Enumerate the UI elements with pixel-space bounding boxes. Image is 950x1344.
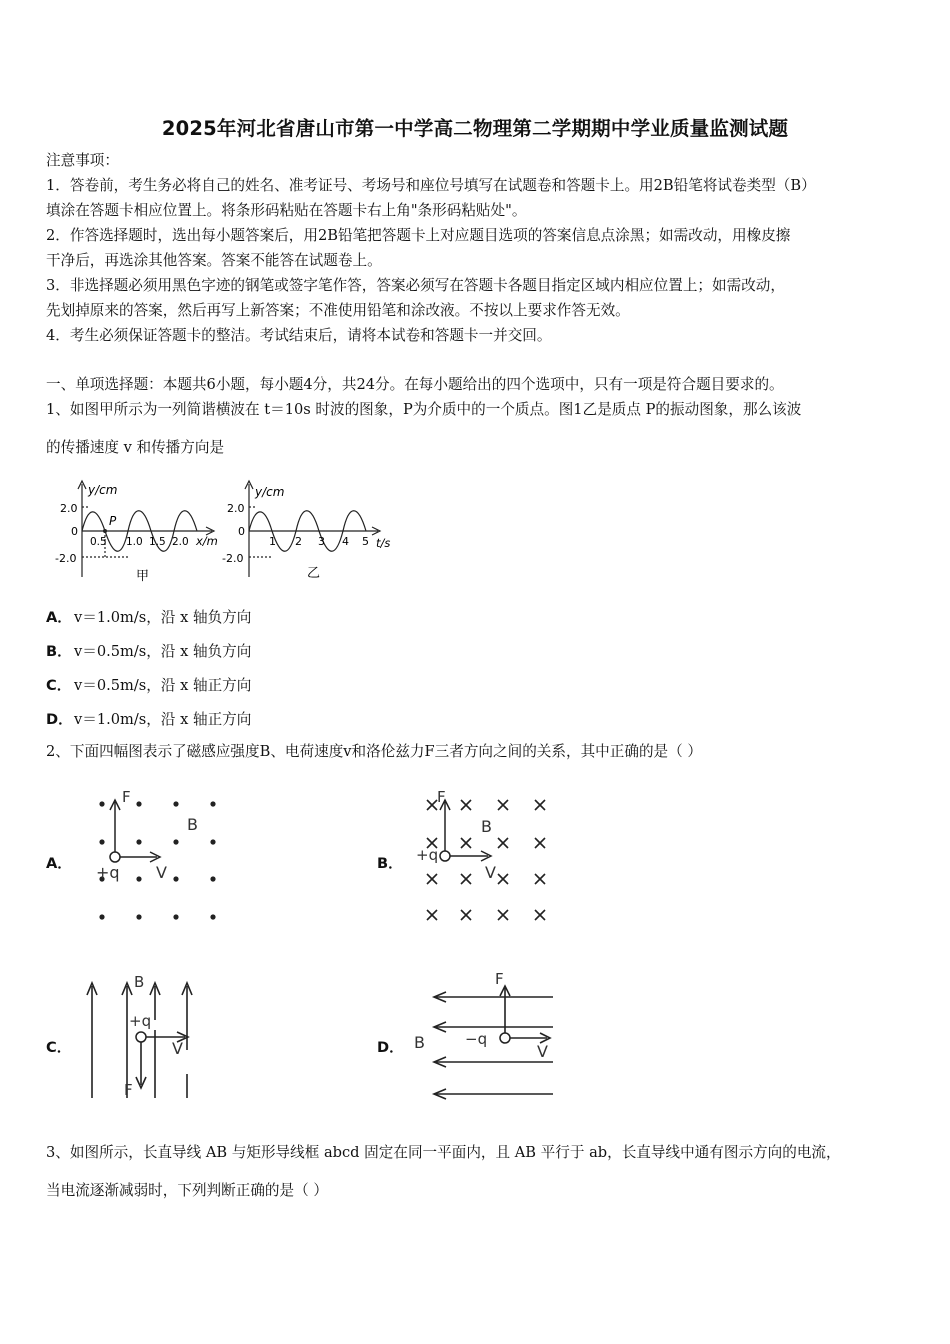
charge-label: +q [416,846,439,864]
charge-label: +q [129,1012,152,1030]
option-text: v＝1.0m/s，沿 x 轴正方向 [74,711,252,728]
force-label: F [495,970,504,988]
q1-option-a[interactable] [46,606,251,627]
notice-line: 1．答卷前，考生务必将自己的姓名、准考证号、考场号和座位号填写在试题卷和答题卡上。用2B铅笔将试卷类型（B） [46,177,816,194]
y-tick: -2.0 [222,552,244,565]
x-tick: 5 [362,535,369,548]
q2-figure-c [80,972,210,1102]
y-tick: 2.0 [60,502,78,515]
q1-stem-line2: 的传播速度 v 和传播方向是 [46,439,225,456]
y-tick: 0 [71,525,78,538]
q1-option-d[interactable] [46,708,251,729]
q2-option-a[interactable]: A． [46,855,72,872]
velocity-label: V [537,1042,548,1061]
notice-line: 4．考生必须保证答题卡的整洁。考试结束后，请将本试卷和答题卡一并交回。 [46,327,552,344]
y-tick: 0 [238,525,245,538]
vibration-graph-yi [222,478,402,581]
caption-jia: 甲 [136,569,150,584]
point-p-marker [103,529,107,533]
x-tick: 4 [342,535,349,548]
section-heading: 一、单项选择题：本题共6小题，每小题4分，共24分。在每小题给出的四个选项中，只有一项是符合题目要求的。 [46,376,784,393]
q2-figure-a [90,785,230,925]
q3-stem-line2: 当电流逐渐减弱时，下列判断正确的是（ ） [46,1182,328,1199]
notice-line: 3．非选择题必须用黑色字迹的钢笔或签字笔作答，答案必须写在答题卡各题目指定区域内相应位置上；如需改动， [46,277,785,294]
y-tick: -2.0 [55,552,77,565]
option-label: B． [46,643,72,660]
notice-line: 先划掉原来的答案，然后再写上新答案；不准使用铅笔和涂改液。不按以上要求作答无效。 [46,302,630,319]
q1-option-b[interactable] [46,640,251,661]
option-label: C． [46,677,72,694]
notice-heading: 注意事项： [46,152,119,169]
q1-option-c[interactable] [46,674,251,695]
option-label: D． [46,711,73,728]
field-label: B [134,973,145,991]
page-title: 2025年河北省唐山市第一中学高二物理第二学期期中学业质量监测试题 [161,117,789,140]
field-label: B [187,815,198,834]
point-p-label: P [109,514,117,528]
force-label: F [122,788,131,806]
q2-option-d[interactable]: D． [377,1039,404,1056]
y-axis-label: y/cm [255,485,285,499]
notice-line: 填涂在答题卡相应位置上。将条形码粘贴在答题卡右上角"条形码粘贴处"。 [46,202,527,219]
notice-line: 干净后，再选涂其他答案。答案不能答在试题卷上。 [46,252,382,269]
charge-label: +q [96,863,120,882]
q3-stem-line1: 3、如图所示，长直导线 AB 与矩形导线框 abcd 固定在同一平面内，且 AB 平行于 ab，长直导线中通有图示方向的电流， [46,1144,841,1161]
velocity-label: V [172,1039,183,1058]
x-tick: 1 [269,535,276,548]
q2-option-b[interactable]: B． [377,855,403,872]
option-label: A． [46,609,72,626]
q2-figure-d [410,965,560,1105]
field-label: B [481,817,492,836]
caption-yi: 乙 [307,566,321,581]
x-tick: 0.5 [90,536,107,548]
option-text: v＝0.5m/s，沿 x 轴负方向 [74,643,252,660]
wave-graph-jia [52,478,232,584]
charge-label: −q [465,1030,488,1048]
q1-stem-line1: 1、如图甲所示为一列简谐横波在 t＝10s 时波的图象，P为介质中的一个质点。图1乙是质点 P的振动图象，那么该波 [46,401,802,418]
x-tick: 2 [295,535,302,548]
force-label: F [124,1081,133,1099]
field-label: B [414,1033,425,1052]
option-text: v＝1.0m/s，沿 x 轴负方向 [74,609,252,626]
q2-figure-b [415,785,565,925]
x-tick: 1.5 [149,536,166,548]
q2-stem: 2、下面四幅图表示了磁感应强度B、电荷速度v和洛伦兹力F三者方向之间的关系，其中正确的是（ ） [46,743,702,760]
option-text: v＝0.5m/s，沿 x 轴正方向 [74,677,252,694]
notice-line: 2．作答选择题时，选出每小题答案后，用2B铅笔把答题卡上对应题目选项的答案信息点涂黑；如需改动，用橡皮擦 [46,227,791,244]
x-tick: 2.0 [172,536,189,548]
x-axis-label: x/m [196,534,218,548]
x-tick: 1.0 [126,536,143,548]
velocity-label: V [485,863,496,882]
x-axis-label: t/s [376,536,391,550]
velocity-label: V [156,863,167,882]
force-label: F [437,788,446,806]
q2-option-c[interactable]: C． [46,1039,72,1056]
y-tick: 2.0 [227,502,245,515]
x-tick: 3 [318,535,325,548]
y-axis-label: y/cm [88,483,118,497]
